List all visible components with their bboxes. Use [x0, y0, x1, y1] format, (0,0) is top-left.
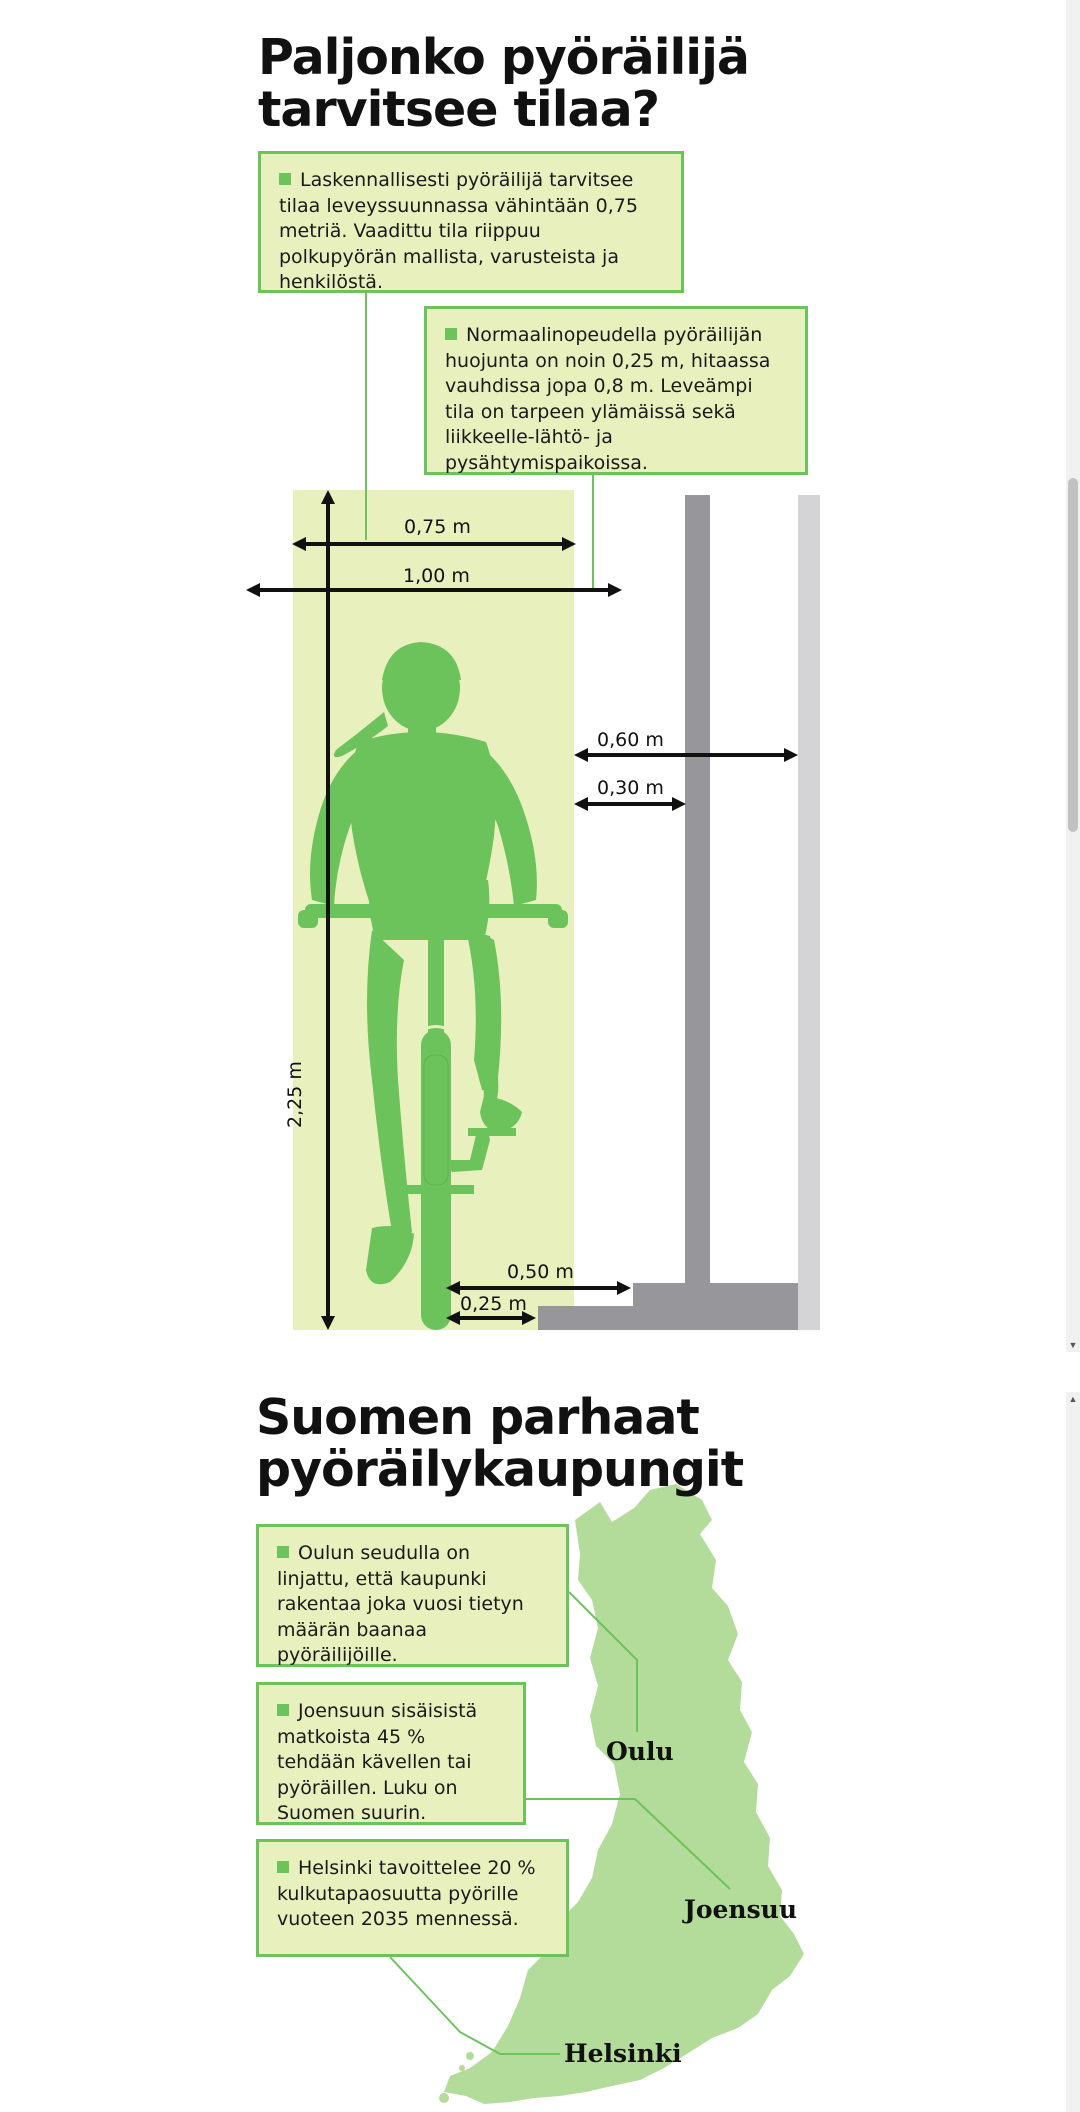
- info-box-oulu: [256, 1524, 569, 1667]
- bullet-square-icon: [445, 328, 457, 340]
- bullet-square-icon: [277, 1546, 289, 1558]
- city-label-joensuu: Joensuu: [684, 1895, 798, 1924]
- label-clearance-wall-near: 0,30 m: [597, 777, 664, 799]
- scroll-up-arrow-icon[interactable]: ▲: [1068, 1394, 1078, 1404]
- section1-title: [258, 29, 749, 138]
- info-box-joensuu: [256, 1682, 526, 1825]
- label-width-min: 0,75 m: [404, 516, 471, 538]
- wall-pillar: [685, 495, 710, 1285]
- section1-title-line1: Paljonko pyöräilijä: [258, 29, 749, 86]
- label-clearance-curb-near: 0,25 m: [460, 1293, 527, 1315]
- bullet-square-icon: [279, 173, 291, 185]
- light-wall: [798, 495, 820, 1330]
- section2-title: [256, 1392, 743, 1496]
- scrollbar-thumb[interactable]: [1068, 478, 1078, 832]
- scroll-down-arrow-icon[interactable]: ▼: [1068, 1340, 1078, 1350]
- info-box-joensuu-text: Joensuun sisäisistä matkoista 45 % tehdään kävellen tai pyöräillen. Luku on Suomen suurin.: [277, 1700, 478, 1824]
- label-width-comfort: 1,00 m: [403, 565, 470, 587]
- wall-base: [633, 1283, 799, 1330]
- section2-title-line2: pyöräilykaupungit: [256, 1441, 744, 1498]
- label-clearance-curb-far: 0,50 m: [507, 1261, 574, 1283]
- info-box-width-text: Laskennallisesti pyöräilijä tarvitsee tilaa leveyssuunnassa vähintään 0,75 metriä. Vaadittu tila riippuu polkupyörän mallista, varusteista ja henkilöstä.: [279, 169, 638, 293]
- info-box-sway: [424, 306, 808, 475]
- label-clearance-wall-far: 0,60 m: [597, 729, 664, 751]
- city-label-oulu: Oulu: [606, 1737, 674, 1766]
- city-label-helsinki: Helsinki: [564, 2039, 682, 2068]
- info-box-helsinki-text: Helsinki tavoittelee 20 % kulkutapaosuutta pyörille vuoteen 2035 mennessä.: [277, 1857, 536, 1930]
- curb: [538, 1306, 634, 1330]
- cycling-cities-infographic: [0, 1392, 1066, 2112]
- bullet-square-icon: [277, 1861, 289, 1873]
- info-box-sway-text: Normaalinopeudella pyöräilijän huojunta on noin 0,25 m, hitaassa vauhdissa jopa 0,8 m. Leveämpi tila on tarpeen ylämäissä sekä liikkeelle-lähtö- ja pysähtymispaikoissa.: [445, 324, 771, 474]
- info-box-oulu-text: Oulun seudulla on linjattu, että kaupunki rakentaa joka vuosi tietyn määrän baanaa pyöräilijöille.: [277, 1542, 524, 1666]
- section2-title-line1: Suomen parhaat: [256, 1392, 699, 1446]
- section1-title-line2: tarvitsee tilaa?: [258, 81, 660, 138]
- info-box-width: [258, 151, 684, 293]
- scrollbar-frame2[interactable]: [1066, 1392, 1080, 2112]
- bullet-square-icon: [277, 1704, 289, 1716]
- cities-map: [0, 1392, 1066, 2112]
- scrollbar-frame1[interactable]: [1066, 0, 1080, 1352]
- label-height: 2,25 m: [284, 1061, 306, 1128]
- info-box-helsinki: [256, 1839, 569, 1957]
